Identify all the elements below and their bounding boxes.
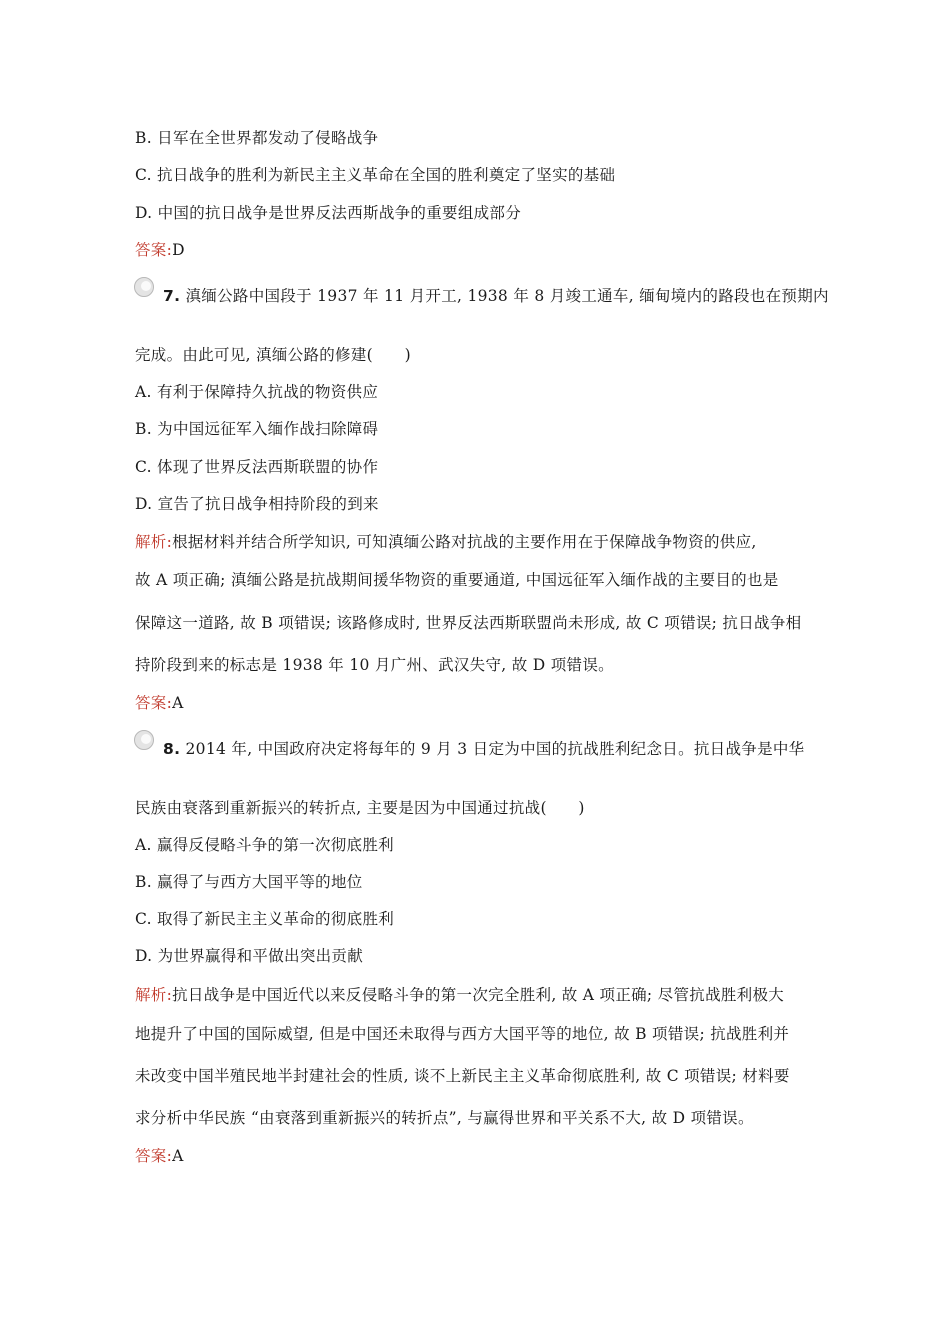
q7-analysis-label: 解析: (135, 533, 173, 551)
question-bullet-icon (133, 276, 155, 298)
q7-stem-line1 (163, 286, 829, 306)
q8-number: 8. (163, 740, 181, 758)
q7-option-d: D. 宣告了抗日战争相持阶段的到来 (135, 495, 379, 513)
q6-option-d: D. 中国的抗日战争是世界反法西斯战争的重要组成部分 (135, 204, 522, 222)
q8-answer-label: 答案: (135, 1147, 173, 1165)
q7-analysis-line3: 保障这一道路, 故 B 项错误; 该路修成时, 世界反法西斯联盟尚未形成, 故 C 项错误; 抗日战争相 (135, 614, 802, 632)
q6-answer (135, 240, 185, 260)
q8-analysis-text1: 抗日战争是中国近代以来反侵略斗争的第一次完全胜利, 故 A 项正确; 尽管抗战胜利极大 (172, 986, 785, 1004)
q7-analysis-text1: 根据材料并结合所学知识, 可知滇缅公路对抗战的主要作用在于保障战争物资的供应, (172, 533, 757, 551)
q7-option-c: C. 体现了世界反法西斯联盟的协作 (135, 458, 379, 476)
q8-analysis-label: 解析: (135, 986, 173, 1004)
q7-option-a: A. 有利于保障持久抗战的物资供应 (135, 383, 379, 401)
q7-analysis-line2: 故 A 项正确; 滇缅公路是抗战期间援华物资的重要通道, 中国远征军入缅作战的主要目的也是 (135, 571, 779, 589)
q7-number: 7. (163, 287, 181, 305)
q7-answer-label: 答案: (135, 694, 173, 712)
q6-option-c: C. 抗日战争的胜利为新民主主义革命在全国的胜利奠定了坚实的基础 (135, 166, 616, 184)
q8-stem-line2: 民族由衰落到重新振兴的转折点, 主要是因为中国通过抗战( ) (135, 799, 585, 817)
q8-option-c: C. 取得了新民主主义革命的彻底胜利 (135, 910, 395, 928)
q8-analysis-line3: 未改变中国半殖民地半封建社会的性质, 谈不上新民主主义革命彻底胜利, 故 C 项错误; 材料要 (135, 1067, 790, 1085)
q7-analysis-line4: 持阶段到来的标志是 1938 年 10 月广州、武汉失守, 故 D 项错误。 (135, 656, 614, 674)
question-bullet-icon (133, 729, 155, 751)
q7-analysis-line1 (135, 532, 757, 552)
q7-answer-value: A (172, 694, 184, 712)
q8-option-a: A. 赢得反侵略斗争的第一次彻底胜利 (135, 836, 394, 854)
q8-analysis-line4: 求分析中华民族 “由衰落到重新振兴的转折点”, 与赢得世界和平关系不大, 故 D 项错误。 (135, 1109, 754, 1127)
q8-option-b: B. 赢得了与西方大国平等的地位 (135, 873, 363, 891)
q6-option-b: B. 日军在全世界都发动了侵略战争 (135, 129, 379, 147)
q8-stem-line1 (163, 739, 804, 759)
q6-answer-value: D (172, 241, 185, 259)
q7-stem-line2: 完成。由此可见, 滇缅公路的修建( ) (135, 346, 411, 364)
q8-analysis-line2: 地提升了中国的国际威望, 但是中国还未取得与西方大国平等的地位, 故 B 项错误; 抗战胜利并 (135, 1025, 790, 1043)
q8-answer (135, 1146, 184, 1166)
q7-answer (135, 693, 184, 713)
q7-stem-text: 滇缅公路中国段于 1937 年 11 月开工, 1938 年 8 月竣工通车, 缅甸境内的路段也在预期内 (185, 287, 829, 305)
q6-answer-label: 答案: (135, 241, 173, 259)
q8-analysis-line1 (135, 985, 784, 1005)
q8-option-d: D. 为世界赢得和平做出突出贡献 (135, 947, 364, 965)
q7-option-b: B. 为中国远征军入缅作战扫除障碍 (135, 420, 379, 438)
q8-stem-text: 2014 年, 中国政府决定将每年的 9 月 3 日定为中国的抗战胜利纪念日。抗日战争是中华 (185, 740, 805, 758)
q8-answer-value: A (172, 1147, 184, 1165)
